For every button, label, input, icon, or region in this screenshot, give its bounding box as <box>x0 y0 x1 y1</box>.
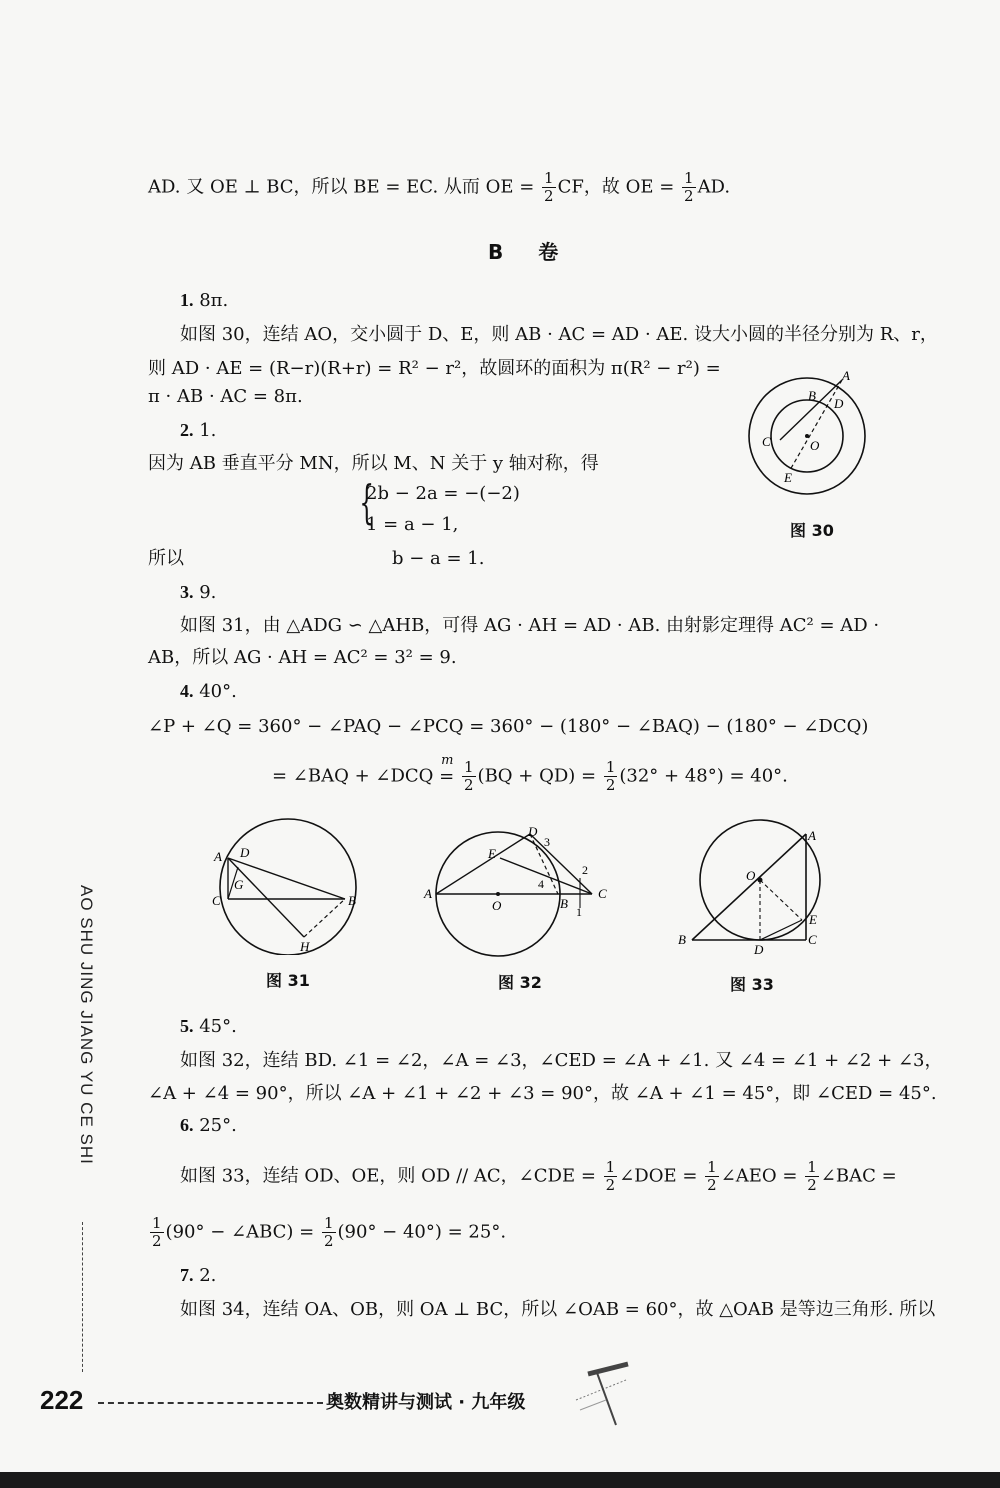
footer-dash-line <box>98 1402 323 1404</box>
side-series-title: AO SHU JING JIANG YU CE SHI <box>77 885 96 1165</box>
label-O: O <box>810 438 820 453</box>
label-4: 4 <box>538 877 544 891</box>
label-D: D <box>754 942 764 957</box>
fraction: $\frac{1}{2}$ <box>605 1158 616 1194</box>
fraction: $\frac{1}{2}$ <box>464 758 474 794</box>
q2-result: b − a = 1. <box>392 548 485 569</box>
pencil-ruler-icon <box>566 1360 646 1430</box>
label-E: E <box>784 470 792 485</box>
page-number: 222 <box>40 1385 84 1415</box>
fraction: $\frac{1}{2}$ <box>323 1214 334 1250</box>
label-C: C <box>808 932 817 947</box>
q4-answer: 4. 40°. <box>180 681 237 702</box>
q2-answer: 2. 1. <box>180 420 217 441</box>
label-G: G <box>234 877 244 892</box>
label-D: D <box>834 396 844 411</box>
q6-line-2: $\frac{1}{2}$ (90° − ∠ABC) = $\frac{1}{2}$ (90° − 40°) = 25°. <box>152 1214 507 1250</box>
fraction: $\frac{1}{2}$ <box>807 1158 817 1194</box>
q7-line-1: 如图 34，连结 OA、OB，则 OA ⊥ BC，所以 ∠OAB = 60°，故 △OAB 是等边三角形. 所以 <box>180 1299 936 1320</box>
q7-answer: 7. 2. <box>180 1265 217 1286</box>
text-line-top <box>148 170 730 205</box>
label-3: 3 <box>544 835 550 849</box>
section-title: B 卷 <box>488 240 573 264</box>
q3-line-1: 如图 31，由 △ADG ∽ △AHB，可得 AG · AH = AD · AB. 由射影定理得 AC² = AD · <box>180 615 880 636</box>
label-2: 2 <box>582 863 588 877</box>
q1-answer: 1. 8π. <box>180 290 229 311</box>
fraction: $\frac{1}{2}$ <box>707 1158 717 1194</box>
book-title: 奥数精讲与测试 · 九年级 <box>326 1392 526 1413</box>
label-E: E <box>809 912 817 927</box>
label-C: C <box>762 434 771 449</box>
q2-eq-2: 1 = a − 1, <box>366 514 459 535</box>
q2-line-1: 因为 AB 垂直平分 MN，所以 M、N 关于 y 轴对称，得 <box>148 453 599 474</box>
q6-answer: 6. 25°. <box>180 1115 237 1136</box>
q2-eq-1: 2b − 2a = −(−2) <box>366 483 520 504</box>
label-A: A <box>808 828 816 843</box>
fraction: $\frac{1}{2}$ <box>152 1214 162 1250</box>
q5-line-1: 如图 32，连结 BD. ∠1 = ∠2，∠A = ∠3，∠CED = ∠A + ∠1. 又 ∠4 = ∠1 + ∠2 + ∠3， <box>180 1050 943 1071</box>
q1-line-2: 则 AD · AE = (R−r)(R+r) = R² − r²，故圆环的面积为 π(R² − r²) = <box>148 358 721 379</box>
label-C: C <box>598 886 607 901</box>
label-D: D <box>240 845 250 860</box>
label-O: O <box>492 898 502 913</box>
figure-31-caption: 图 31 <box>266 971 310 990</box>
figure-32 <box>420 818 610 968</box>
q2-so: 所以 <box>148 548 184 569</box>
label-A: A <box>214 849 222 864</box>
q1-line-3: π · AB · AC = 8π. <box>148 386 303 407</box>
q5-line-2: ∠A + ∠4 = 90°，所以 ∠A + ∠1 + ∠2 + ∠3 = 90°，故 ∠A + ∠1 = 45°，即 ∠CED = 45°. <box>148 1083 937 1104</box>
figure-30 <box>742 370 872 500</box>
label-1: 1 <box>576 905 582 919</box>
fraction: $\frac{1}{2}$ <box>684 169 694 205</box>
label-B: B <box>808 388 816 403</box>
label-B: B <box>348 893 356 908</box>
brace: { <box>359 475 374 529</box>
q4-line-2: = ∠BAQ + ∠DCQ m = $\frac{1}{2}$ (BQ + QD) = $\frac{1}{2}$ (32° + 48°) = 40°. <box>272 752 788 794</box>
side-dash-line <box>82 1222 83 1372</box>
scan-edge-bar <box>0 1472 1000 1488</box>
q3-line-2: AB，所以 AG · AH = AC² = 3² = 9. <box>148 647 457 668</box>
label-A: A <box>424 886 432 901</box>
q5-answer: 5. 45°. <box>180 1016 237 1037</box>
label-E: E <box>488 846 496 861</box>
figure-30-caption: 图 30 <box>790 521 834 540</box>
q3-answer: 3. 9. <box>180 582 217 603</box>
figure-33-caption: 图 33 <box>730 975 774 994</box>
label-H: H <box>300 939 310 954</box>
text: AD. 又 OE ⊥ BC，所以 BE = EC. 从而 OE = <box>148 176 535 198</box>
fraction: $\frac{1}{2}$ <box>544 169 554 205</box>
figure-32-caption: 图 32 <box>498 973 542 992</box>
label-C: C <box>212 893 221 908</box>
label-A: A <box>842 370 850 383</box>
text: AD. <box>697 176 731 198</box>
figure-33 <box>676 818 836 958</box>
label-B: B <box>560 896 568 911</box>
diameter-line <box>790 380 842 470</box>
text: CF，故 OE = <box>557 176 675 198</box>
q1-line-1: 如图 30，连结 AO，交小圆于 D、E，则 AB · AC = AD · AE. 设大小圆的半径分别为 R、r， <box>180 324 938 345</box>
fraction: $\frac{1}{2}$ <box>605 758 616 794</box>
label-D: D <box>528 824 538 839</box>
q6-line-1: 如图 33，连结 OD、OE，则 OD // AC，∠CDE = $\frac{1}{2}$ ∠DOE = $\frac{1}{2}$ ∠AEO = $\frac{1}{2}$ ∠BAC = <box>180 1158 897 1194</box>
label-B: B <box>678 932 686 947</box>
label-O: O <box>746 868 756 883</box>
q4-line-1: ∠P + ∠Q = 360° − ∠PAQ − ∠PCQ = 360° − (180° − ∠BAQ) − (180° − ∠DCQ) <box>148 716 869 737</box>
figure-31 <box>208 815 358 955</box>
